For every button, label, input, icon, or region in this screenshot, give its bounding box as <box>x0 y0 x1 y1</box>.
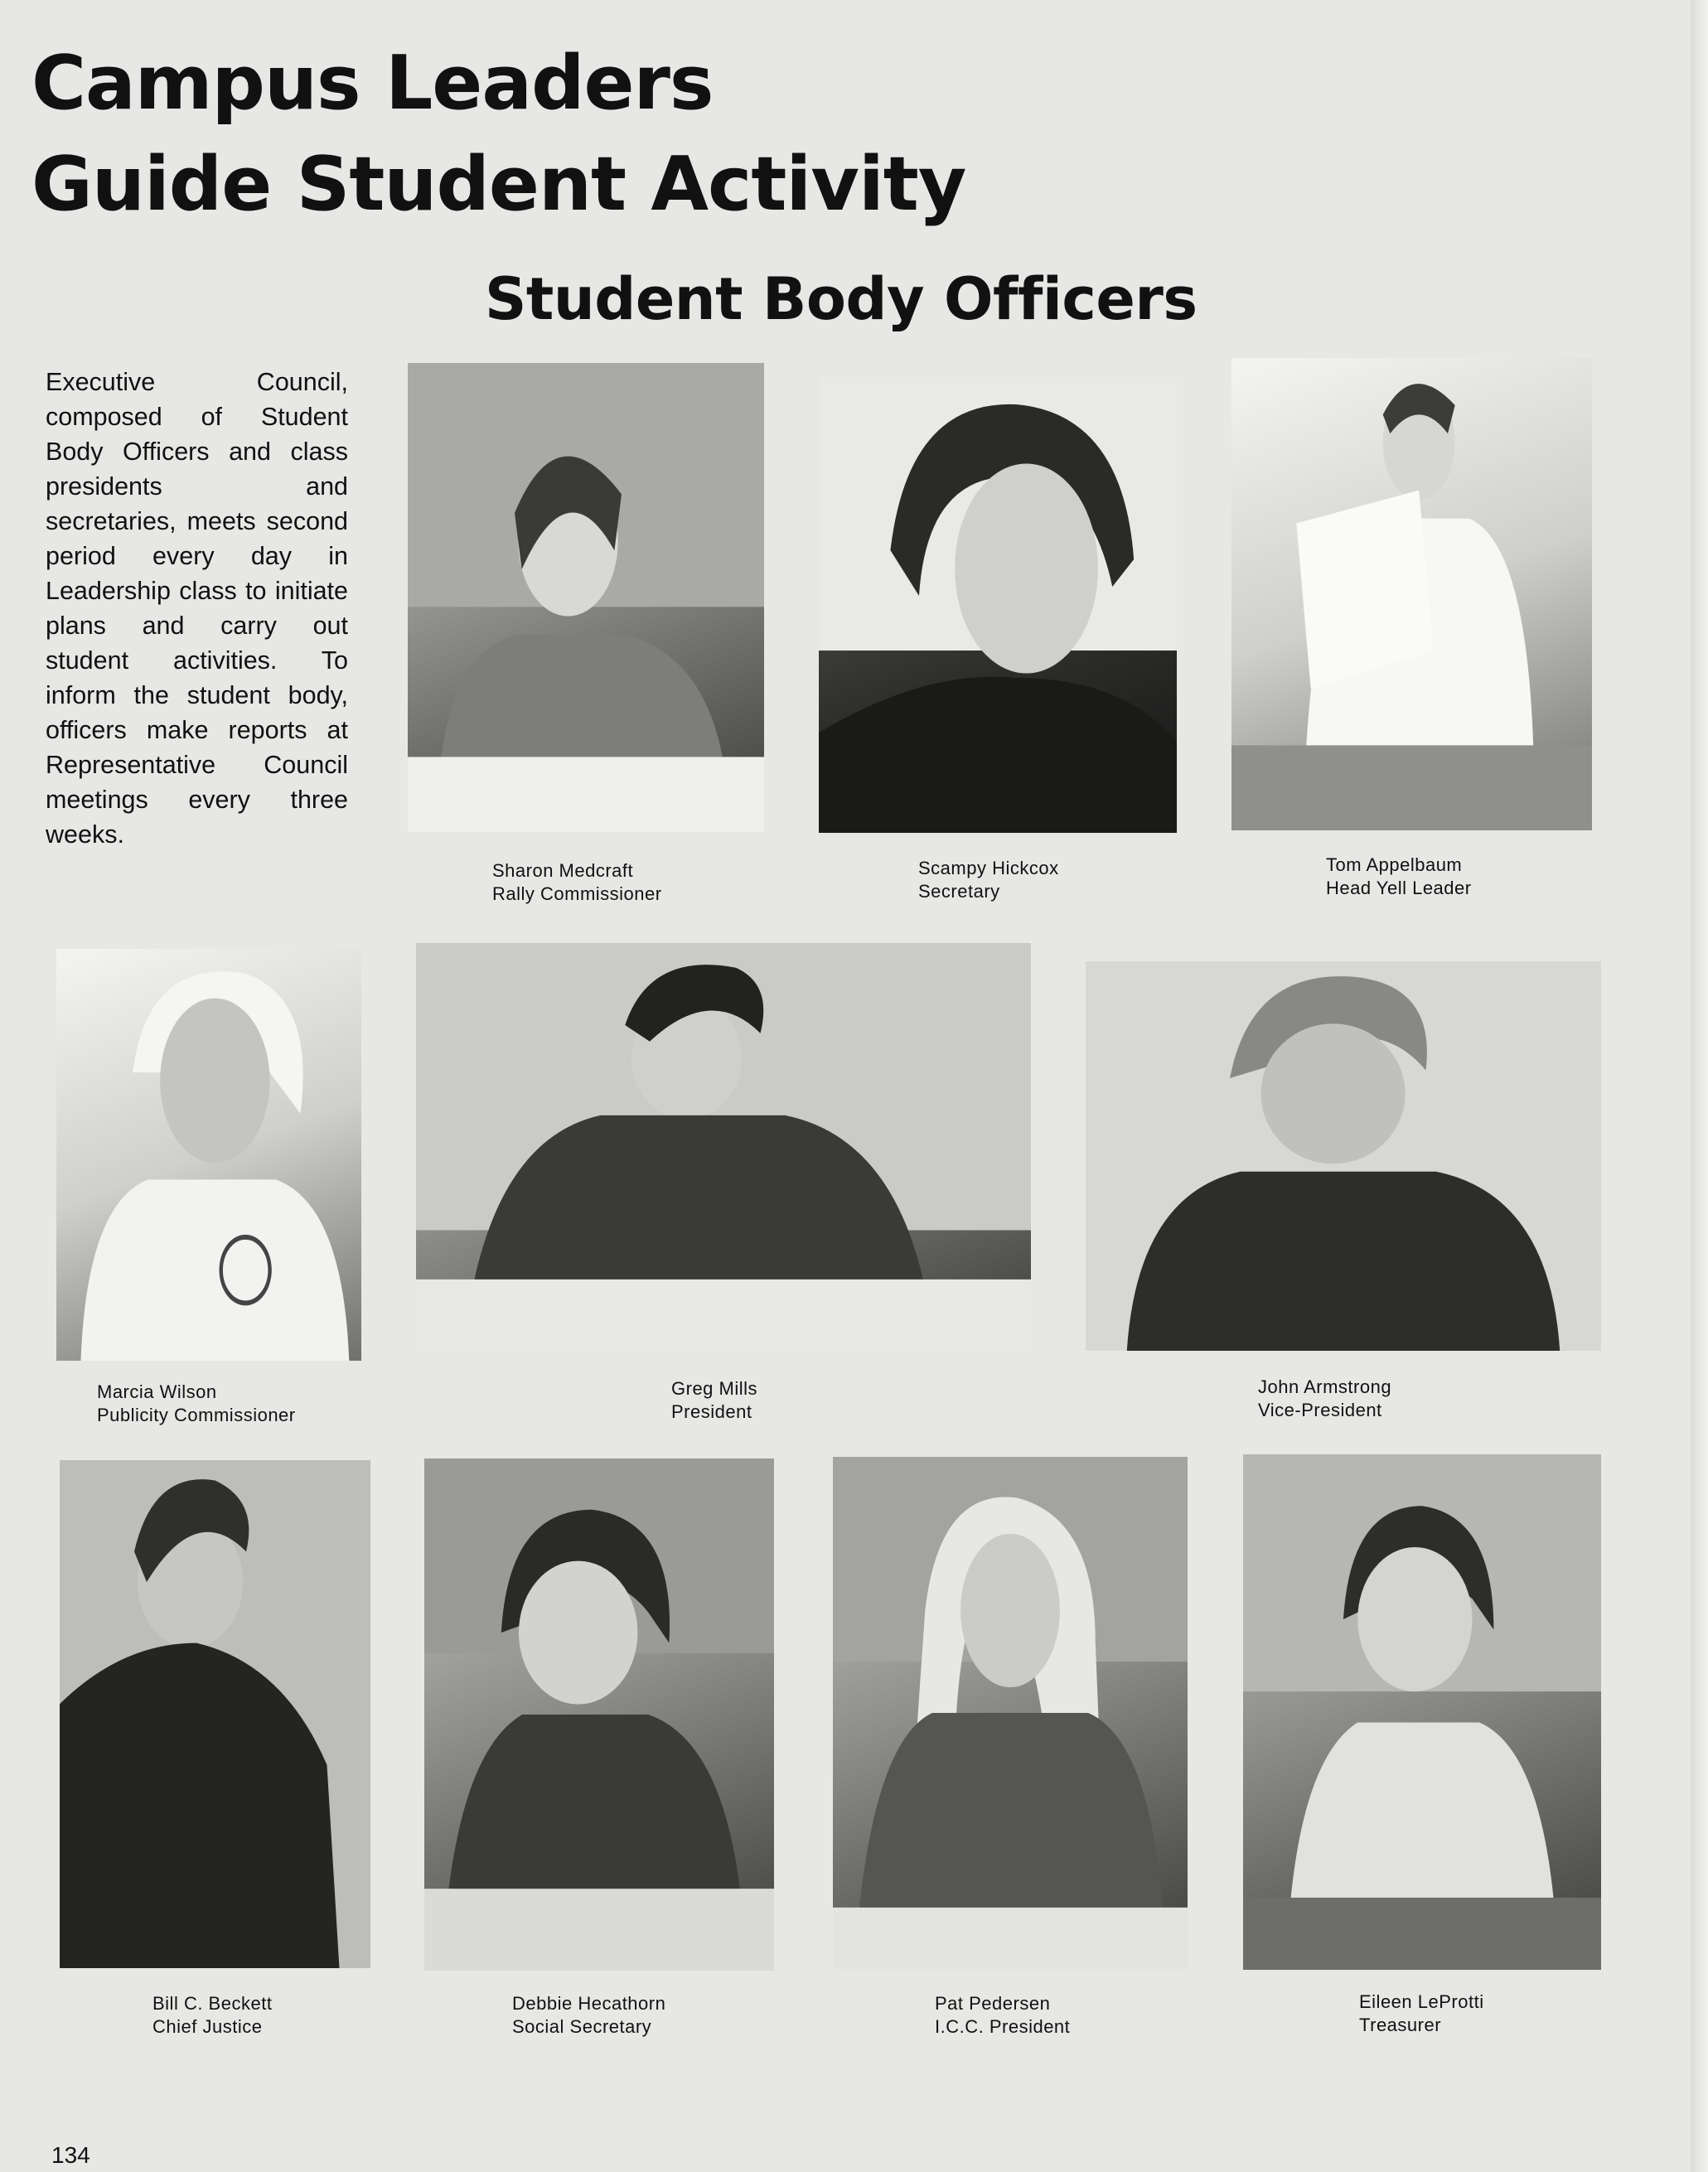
officer-title: Chief Justice <box>152 2016 263 2037</box>
officer-caption-pat-pedersen <box>935 1992 1070 2039</box>
officer-name: Pat Pedersen <box>935 1993 1051 2014</box>
officer-title: President <box>671 1401 752 1422</box>
officer-name: Bill C. Beckett <box>152 1993 273 2014</box>
officer-caption-marcia-wilson <box>97 1381 296 1427</box>
officer-title: Treasurer <box>1359 2015 1442 2035</box>
officer-photo-sharon-medcraft <box>408 363 764 832</box>
officer-caption-bill-c-beckett <box>152 1992 272 2039</box>
officer-title: Publicity Commissioner <box>97 1405 296 1425</box>
officer-name: Tom Appelbaum <box>1326 854 1463 875</box>
page-title <box>31 33 965 235</box>
officer-name: Debbie Hecathorn <box>512 1993 666 2014</box>
officer-caption-tom-appelbaum <box>1326 854 1472 900</box>
officer-name: Sharon Medcraft <box>492 860 634 881</box>
section-title: Student Body Officers <box>485 265 1198 333</box>
officer-name: John Armstrong <box>1258 1376 1392 1397</box>
officer-title: Head Yell Leader <box>1326 878 1472 898</box>
officer-caption-john-armstrong <box>1258 1376 1391 1422</box>
officer-name: Scampy Hickcox <box>918 858 1059 878</box>
officer-caption-debbie-hecathorn <box>512 1992 665 2039</box>
officer-title: Secretary <box>918 881 1000 902</box>
officer-photo-bill-c-beckett <box>60 1460 370 1968</box>
officer-photo-john-armstrong <box>1086 961 1601 1351</box>
officer-photo-scampy-hickcox <box>819 377 1177 833</box>
officer-caption-eileen-leprotti <box>1359 1991 1484 2037</box>
officer-caption-greg-mills <box>671 1377 757 1424</box>
officer-photo-eileen-leprotti <box>1243 1454 1601 1970</box>
officer-photo-marcia-wilson <box>56 949 361 1361</box>
officer-title: I.C.C. President <box>935 2016 1071 2037</box>
officer-title: Vice-President <box>1258 1400 1382 1420</box>
page-number: 134 <box>51 2142 90 2168</box>
officer-photo-debbie-hecathorn <box>424 1458 774 1971</box>
officer-caption-sharon-medcraft <box>492 859 662 906</box>
officer-photo-greg-mills <box>416 943 1031 1353</box>
officer-name: Greg Mills <box>671 1378 758 1399</box>
page-title-line-2: Guide Student Activity <box>31 141 966 228</box>
page-title-line-1: Campus Leaders <box>31 40 714 127</box>
officer-caption-scampy-hickcox <box>918 857 1059 903</box>
page-edge <box>1691 0 1708 2172</box>
officer-title: Social Secretary <box>512 2016 652 2037</box>
officer-photo-tom-appelbaum <box>1231 358 1592 830</box>
officer-title: Rally Commissioner <box>492 883 662 904</box>
officer-photo-pat-pedersen <box>833 1457 1188 1969</box>
officer-name: Eileen LeProtti <box>1359 1991 1484 2012</box>
officer-name: Marcia Wilson <box>97 1381 217 1402</box>
intro-paragraph: Executive Council, composed of Student Body Officers and class presidents and secretaries, meets second period every day in Leadership class to initiate plans and carry out student activities. To inform the student body, officers make reports at Representative Council meetings every three weeks. <box>46 368 348 849</box>
